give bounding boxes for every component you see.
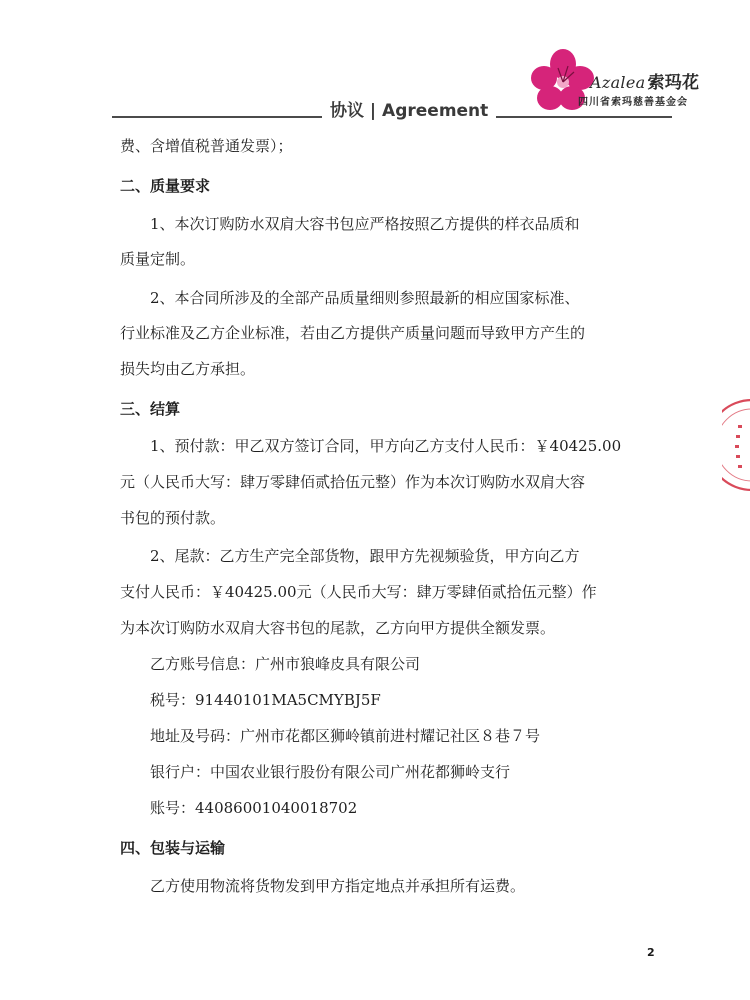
section-heading-packaging: 四、包装与运输 <box>120 839 226 857</box>
tax-id: 税号：91440101MA5CMYBJ5F <box>150 691 381 709</box>
page-number: 2 <box>647 946 655 959</box>
account-info: 乙方账号信息：广州市狼峰皮具有限公司 <box>150 655 421 673</box>
section-heading-settlement: 三、结算 <box>120 400 181 418</box>
body-line: 1、本次订购防水双肩大容书包应严格按照乙方提供的样衣品质和 <box>150 215 580 233</box>
header-title: 协议 | Agreement <box>322 96 496 122</box>
body-line: 2、尾款：乙方生产完全部货物，跟甲方先视频验货，甲方向乙方 <box>150 547 580 565</box>
body-line: 支付人民币：￥40425.00元（人民币大写：肆万零肆佰贰拾伍元整）作 <box>120 583 597 601</box>
account-number: 账号：44086001040018702 <box>150 799 358 817</box>
body-line: 费、含增值税普通发票）； <box>120 137 293 155</box>
body-line: 1、预付款：甲乙双方签订合同，甲方向乙方支付人民币：￥40425.00 <box>150 437 622 455</box>
body-line: 2、本合同所涉及的全部产品质量细则参照最新的相应国家标准、 <box>150 289 580 307</box>
logo-subtitle: 四川省索玛慈善基金会 <box>578 97 688 108</box>
body-line: 行业标准及乙方企业标准，若由乙方提供产质量问题而导致甲方产生的 <box>120 324 586 342</box>
body-line: 元（人民币大写：肆万零肆佰贰拾伍元整）作为本次订购防水双肩大容 <box>120 473 586 491</box>
logo-english: Azalea <box>590 73 646 92</box>
body-line: 损失均由乙方承担。 <box>120 360 256 378</box>
body-line: 为本次订购防水双肩大容书包的尾款，乙方向甲方提供全额发票。 <box>120 619 556 637</box>
azalea-logo <box>528 46 724 116</box>
logo-chinese: 索玛花 <box>647 73 700 93</box>
red-stamp-fragment <box>722 395 750 495</box>
body-line: 质量定制。 <box>120 250 196 268</box>
logo-wordmark <box>590 68 699 93</box>
section-heading-quality: 二、质量要求 <box>120 177 211 195</box>
body-line: 书包的预付款。 <box>120 509 226 527</box>
body-line: 乙方使用物流将货物发到甲方指定地点并承担所有运费。 <box>150 877 526 895</box>
address: 地址及号码：广州市花都区狮岭镇前进村耀记社区８巷７号 <box>150 727 541 745</box>
bank: 银行户：中国农业银行股份有限公司广州花都狮岭支行 <box>150 763 511 781</box>
